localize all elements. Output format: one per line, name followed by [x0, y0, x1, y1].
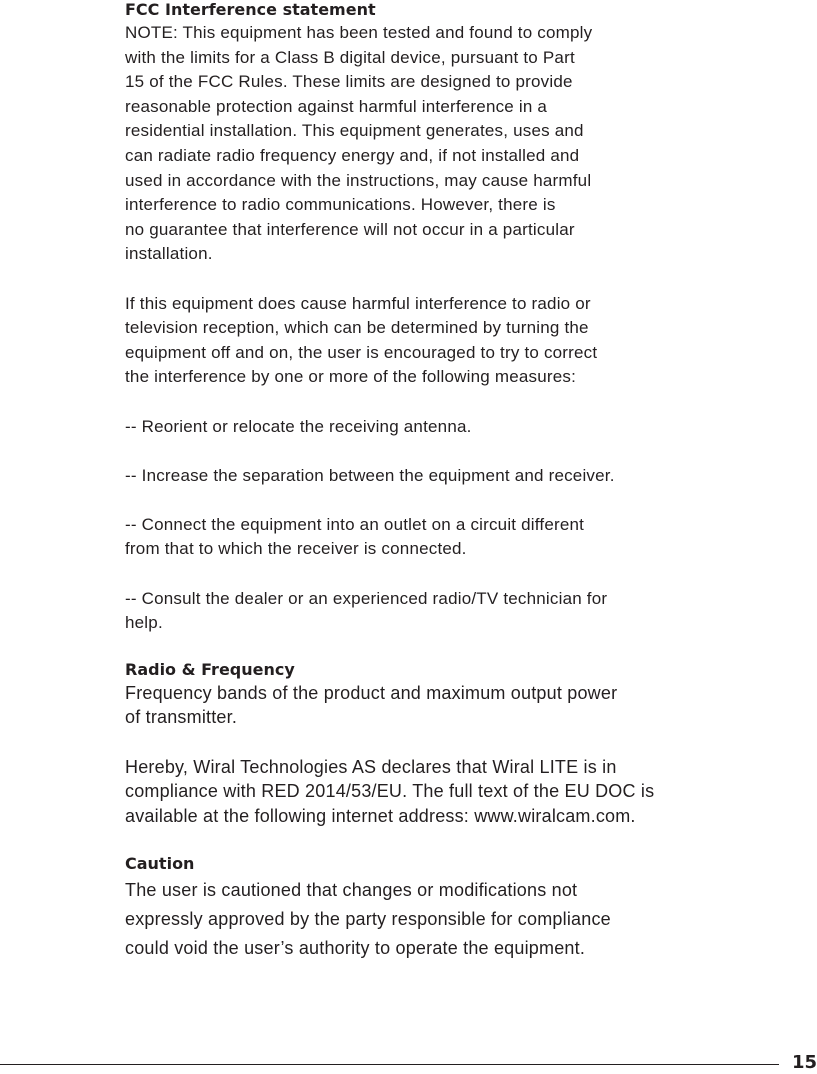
radio-frequency-heading: Radio & Frequency [125, 659, 295, 679]
paragraph-spacer [125, 828, 765, 850]
paragraph-spacer [125, 439, 765, 464]
fcc-note-paragraph [125, 21, 765, 267]
fcc-note-line: 15 of the FCC Rules. These limits are designed to provide [125, 72, 573, 92]
measure-line: -- Increase the separation between the equipment and receiver. [125, 465, 615, 485]
frequency-bands-line: of transmitter. [125, 707, 238, 728]
caution-paragraph [125, 876, 765, 963]
footer-rule [0, 1064, 779, 1065]
caution-line: expressly approved by the party responsible for compliance [125, 909, 611, 930]
caution-heading: Caution [125, 854, 195, 874]
paragraph-spacer [125, 636, 765, 656]
fcc-note-line: no guarantee that interference will not occur in a particular [125, 219, 575, 239]
caution-line: The user is cautioned that changes or modifications not [125, 880, 578, 901]
fcc-note-line: NOTE: This equipment has been tested and found to comply [125, 23, 593, 42]
fcc-interference-line: television reception, which can be determined by turning the [125, 318, 589, 338]
declaration-line: compliance with RED 2014/53/EU. The full text of the EU DOC is [125, 781, 655, 802]
fcc-note-line: with the limits for a Class B digital device, pursuant to Part [125, 47, 575, 67]
fcc-note-line: reasonable protection against harmful interference in a [125, 96, 548, 116]
caution-line: could void the user’s authority to operate the equipment. [125, 938, 586, 959]
manual-page-content [125, 0, 765, 963]
declaration-line: Hereby, Wiral Technologies AS declares that Wiral LITE is in [125, 756, 617, 777]
page-number: 15 [792, 1052, 817, 1073]
measure-line: -- Connect the equipment into an outlet on a circuit different [125, 514, 585, 534]
fcc-note-line: interference to radio communications. However, there is [125, 195, 556, 215]
paragraph-spacer [125, 730, 765, 755]
paragraph-spacer [125, 488, 765, 513]
paragraph-spacer [125, 390, 765, 415]
fcc-interference-paragraph [125, 292, 765, 390]
declaration-line: available at the following internet address: www.wiralcam.com. [125, 805, 636, 826]
fcc-interference-line: If this equipment does cause harmful interference to radio or [125, 293, 591, 313]
fcc-note-line: can radiate radio frequency energy and, if not installed and [125, 145, 580, 165]
measure-outlet [125, 513, 765, 562]
measure-separation [125, 464, 765, 489]
frequency-bands-line: Frequency bands of the product and maximum output power [125, 682, 618, 703]
measure-line: -- Consult the dealer or an experienced radio/TV technician for [125, 588, 608, 608]
paragraph-spacer [125, 267, 765, 292]
measure-consult [125, 587, 765, 636]
paragraph-spacer [125, 562, 765, 587]
measure-reorient [125, 415, 765, 440]
declaration-paragraph [125, 755, 765, 829]
fcc-interference-line: equipment off and on, the user is encouraged to try to correct [125, 342, 598, 362]
fcc-note-line: used in accordance with the instructions, may cause harmful [125, 170, 592, 190]
measure-line: from that to which the receiver is connected. [125, 539, 467, 559]
measure-line: -- Reorient or relocate the receiving antenna. [125, 416, 472, 436]
frequency-bands-paragraph [125, 681, 765, 730]
fcc-note-line: residential installation. This equipment generates, uses and [125, 121, 584, 141]
fcc-heading: FCC Interference statement [125, 0, 376, 19]
fcc-note-line: installation. [125, 244, 213, 264]
measure-line: help. [125, 613, 163, 633]
fcc-interference-line: the interference by one or more of the following measures: [125, 367, 577, 387]
